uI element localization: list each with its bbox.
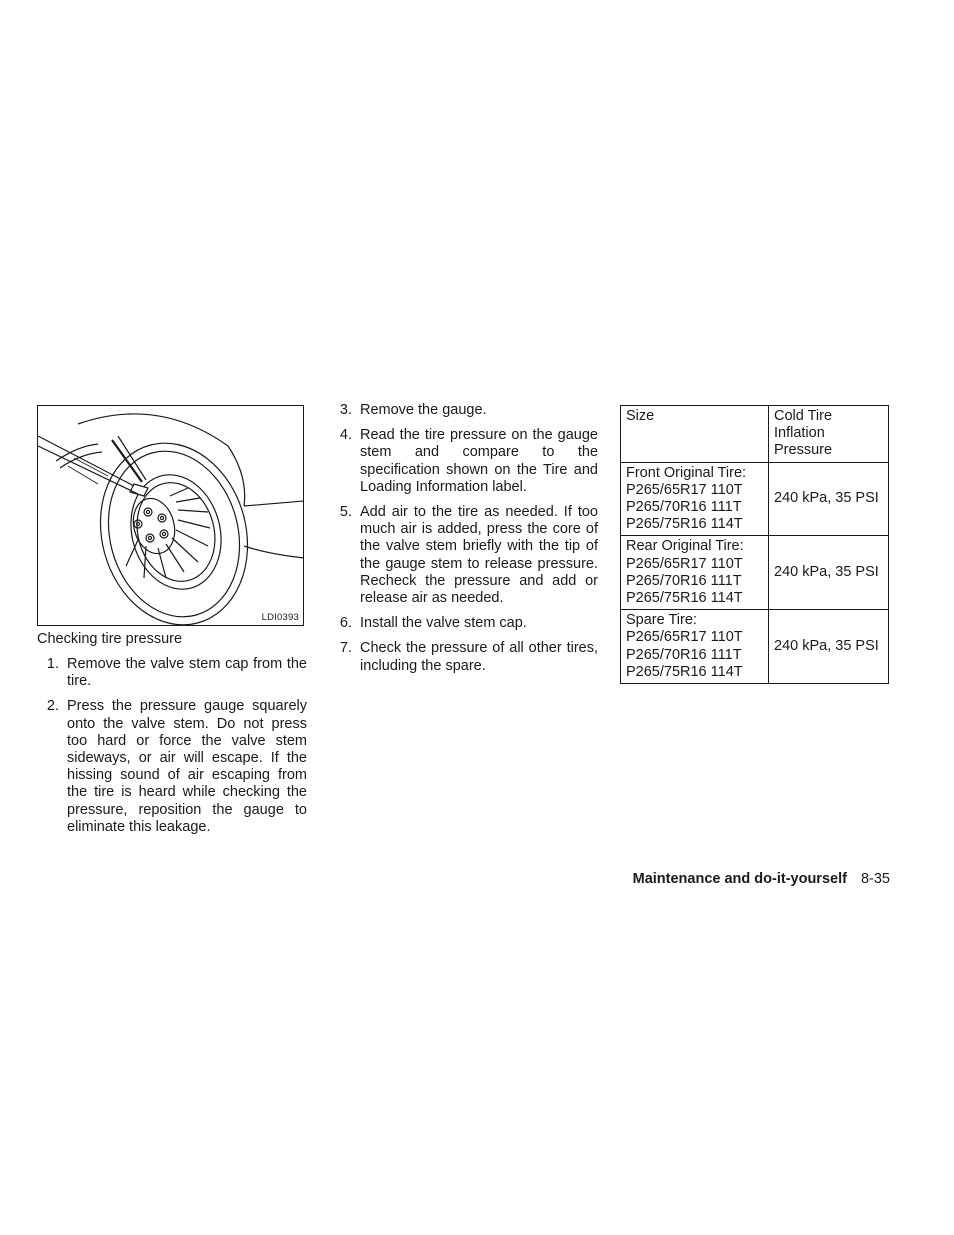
step-number: 3. xyxy=(339,402,352,418)
figure-code: LDI0393 xyxy=(261,612,299,623)
step-text: Press the pressure gauge squarely onto the valve stem. Do not press too hard or force the valve stem sideways, or air will escape. If the hissing sound of air escaping from the tire is heard while checking the pressure, reposition the gauge to eliminate this leakage. xyxy=(67,698,307,835)
tire-size: P265/70R16 111T xyxy=(626,572,742,589)
steps-column-1 xyxy=(37,656,307,844)
step-text: Add air to the tire as needed. If too much air is added, press the core of the valve stem briefly with the tip of the gauge stem to release pressure. Recheck the pressure and add or release air as needed. xyxy=(360,504,598,607)
tire-position-label: Front Original Tire: xyxy=(626,464,747,481)
column-header-pressure: Cold Tire Inflation Pressure xyxy=(769,406,889,463)
steps-column-2 xyxy=(330,402,598,683)
tire-pressure-illustration xyxy=(37,405,304,626)
tire-size: P265/65R17 110T xyxy=(626,481,743,498)
step-text: Remove the gauge. xyxy=(360,402,487,418)
section-title: Maintenance and do-it-yourself xyxy=(632,871,847,887)
page-footer xyxy=(633,871,890,887)
column-header-size: Size xyxy=(621,406,769,463)
page-number: 8-35 xyxy=(860,871,890,887)
list-item xyxy=(37,656,307,690)
list-item xyxy=(37,698,307,836)
size-cell xyxy=(621,536,769,610)
tire-position-label: Rear Original Tire: xyxy=(626,538,744,555)
tire-size: P265/75R16 114T xyxy=(626,516,743,533)
tire-pressure-table xyxy=(620,405,889,684)
tire-size: P265/75R16 114T xyxy=(626,663,743,680)
size-cell xyxy=(621,610,769,684)
pressure-cell: 240 kPa, 35 PSI xyxy=(769,462,889,536)
tire-size: P265/70R16 111T xyxy=(626,499,742,516)
step-text: Remove the valve stem cap from the tire. xyxy=(67,656,307,690)
step-number: 2. xyxy=(46,698,59,715)
step-number: 4. xyxy=(339,427,352,444)
list-item xyxy=(330,615,598,632)
step-text: Install the valve stem cap. xyxy=(360,615,527,632)
table-row xyxy=(621,610,889,684)
list-item xyxy=(330,402,598,419)
list-item xyxy=(330,504,598,607)
tire-size: P265/65R17 110T xyxy=(626,555,743,572)
step-text: Read the tire pressure on the gauge stem and compare to the specification shown on the Tire and Loading Information label. xyxy=(360,427,598,495)
pressure-cell: 240 kPa, 35 PSI xyxy=(769,610,889,684)
step-number: 5. xyxy=(339,504,352,521)
tire-size: P265/65R17 110T xyxy=(626,629,743,646)
table-row xyxy=(621,462,889,536)
step-number: 6. xyxy=(339,615,352,632)
table-header-row xyxy=(621,406,889,463)
size-cell xyxy=(621,462,769,536)
tire-gauge-drawing xyxy=(38,406,304,626)
step-text: Check the pressure of all other tires, including the spare. xyxy=(360,640,598,674)
pressure-cell: 240 kPa, 35 PSI xyxy=(769,536,889,610)
list-item xyxy=(330,640,598,674)
table-row xyxy=(621,536,889,610)
tire-size: P265/75R16 114T xyxy=(626,590,743,607)
tire-size: P265/70R16 111T xyxy=(626,646,742,663)
list-item xyxy=(330,427,598,496)
tire-position-label: Spare Tire: xyxy=(626,612,697,629)
step-number: 7. xyxy=(339,640,352,657)
figure-caption: Checking tire pressure xyxy=(37,631,183,647)
step-number: 1. xyxy=(46,656,59,672)
